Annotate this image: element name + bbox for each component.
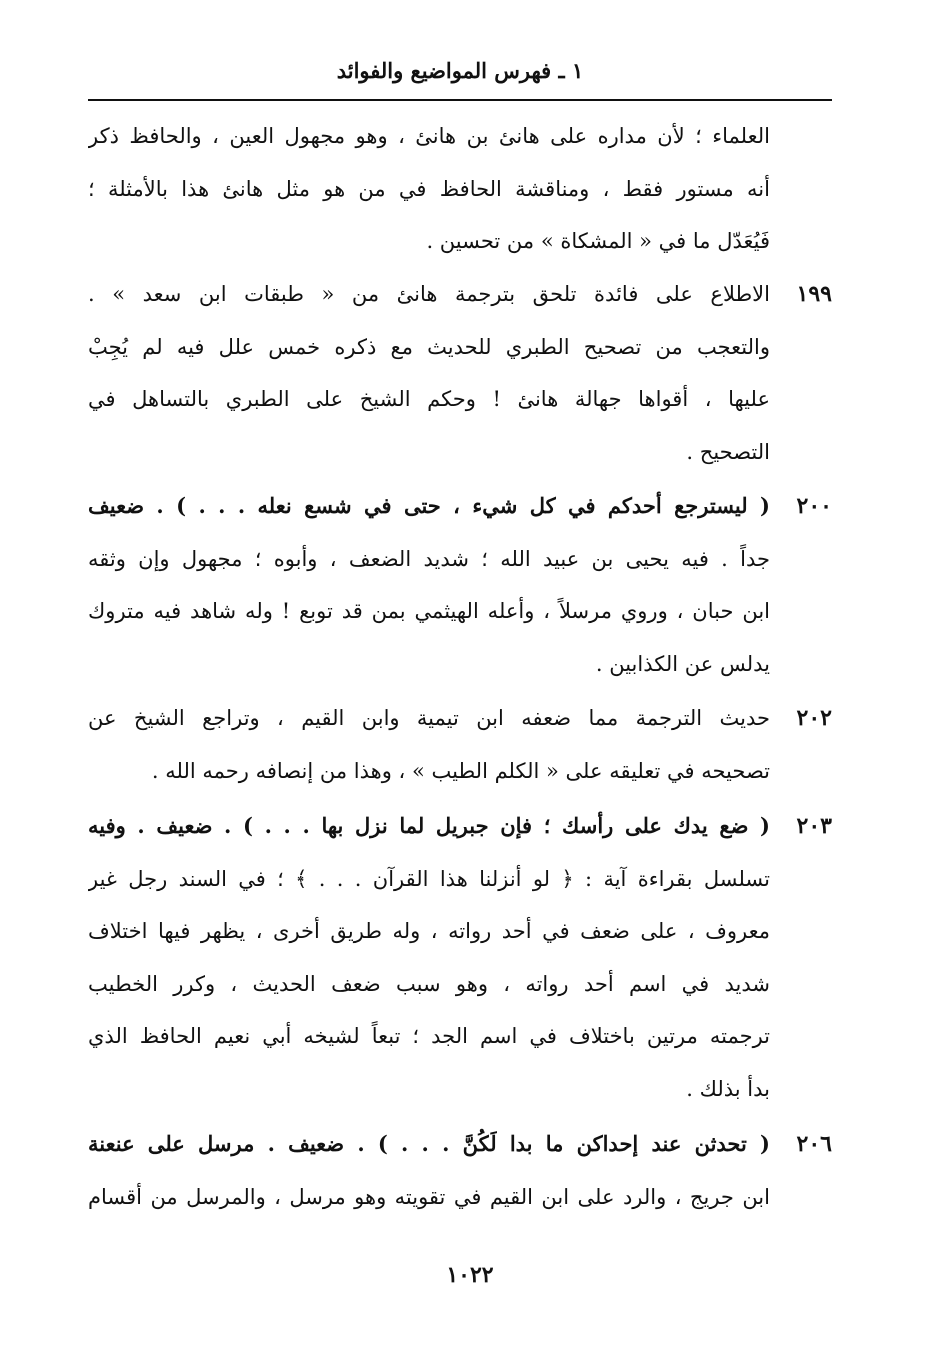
entry-line: فَيُعَدّل ما في « المشكاة » من تحسين . [426, 229, 770, 254]
entry-line: تصحيحه في تعليقه على « الكلم الطيب » ، وهذا من إنصافه رحمه الله . [151, 758, 770, 783]
entry-number: ٢٠٢ [796, 705, 832, 731]
entry-line: ابن جريج ، والرد على ابن القيم في تقويته وهو مرسل ، والمرسل من أقسام [88, 1184, 770, 1209]
index-entry-206 [88, 1118, 832, 1224]
entry-line: التصحيح . [686, 439, 770, 464]
index-entry-continuation [88, 110, 832, 268]
entry-text [88, 800, 770, 1116]
entry-line: حديث الترجمة مما ضعفه ابن تيمية وابن القيم ، وتراجع الشيخ عن [88, 706, 770, 730]
entry-line: ( تحدثن عند إحداكن ما بدا لَكُنَّ . . . ) . ضعيف . مرسل على عنعنة [88, 1131, 770, 1156]
entry-line: الاطلاع على فائدة تلحق بترجمة هانئ من « طبقات ابن سعد » . [88, 282, 770, 306]
entry-text [88, 480, 770, 690]
entry-number: ٢٠٦ [796, 1131, 832, 1157]
running-header: ١ ـ فهرس المواضيع والفوائد [336, 58, 584, 83]
entry-line: تسلسل بقراءة آية : ﴿ لو أنزلنا هذا القرآن . . . ﴾ ؛ في السند رجل غير [88, 866, 770, 891]
index-entry-200 [88, 480, 832, 692]
entry-line: يدلس عن الكذابين . [595, 651, 770, 676]
page-number: ١٠٢٢ [446, 1262, 494, 1288]
entry-line: جداً . فيه يحيى بن عبيد الله ؛ شديد الضعف ، وأبوه ؛ مجهول وإن وثقه [88, 546, 770, 571]
entry-line: ابن حبان ، وروي مرسلاً ، وأعله الهيثمي بمن قد توبع ! وله شاهد فيه متروك [88, 599, 770, 624]
entry-line: عليها ، أقواها جهالة هانئ ! وحكم الشيخ على الطبري بالتساهل في [88, 387, 770, 412]
entry-line: والتعجب من تصحيح الطبري للحديث مع ذكره خمس علل فيه لم يُجِبْ [88, 334, 770, 359]
entry-text [88, 110, 770, 268]
entry-line: شديد في اسم أحد رواته ، وهو سبب ضعف الحديث ، وكرر الخطيب [88, 971, 770, 996]
entry-line: معروف ، على ضعف في أحد رواته ، وله طريق أخرى ، يظهر فيها اختلاف [88, 919, 770, 944]
index-entry-202 [88, 692, 832, 800]
entry-text [88, 1118, 770, 1223]
entry-line: أنه مستور فقط ، ومناقشة الحافظ في من هو مثل هانئ هذا بالأمثلة ؛ [88, 176, 770, 201]
entry-number: ٢٠٠ [796, 493, 832, 519]
index-entry-199 [88, 268, 832, 480]
index-entry-203 [88, 800, 832, 1118]
header-rule [88, 99, 832, 101]
entry-text [88, 268, 770, 478]
entry-number: ٢٠٣ [796, 813, 832, 839]
entry-line: ( ليسترجع أحدكم في كل شيء ، حتى في شسع نعله . . . ) . ضعيف [88, 493, 770, 518]
entry-line: بدأ بذلك . [686, 1076, 770, 1101]
index-content [88, 110, 832, 1224]
entry-text [88, 692, 770, 797]
entry-line: ترجمته مرتين باختلاف في اسم الجد ؛ تبعاً لشيخه أبي نعيم الحافظ الذي [88, 1024, 770, 1049]
entry-line: ( ضع يدك على رأسك ؛ فإن جبريل لما نزل بها . . . ) . ضعيف . وفيه [88, 813, 770, 838]
entry-line: العلماء ؛ لأن مداره على هانئ بن هانئ ، وهو مجهول العين ، والحافظ ذكر [88, 124, 770, 148]
entry-number: ١٩٩ [796, 281, 832, 307]
